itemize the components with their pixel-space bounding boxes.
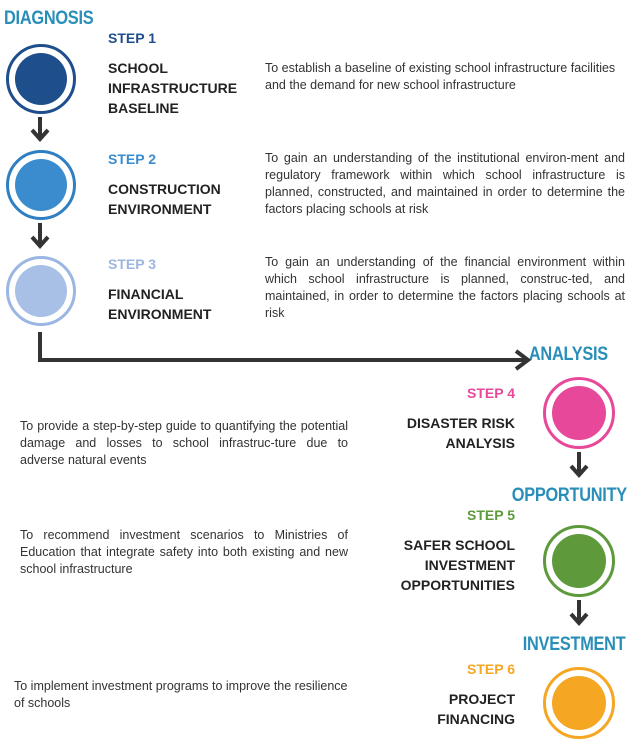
step-6-number: STEP 6	[467, 661, 515, 677]
step-5-circle	[543, 525, 615, 597]
step-2-circle	[6, 150, 76, 220]
step-2-title	[108, 179, 221, 219]
step-5-title	[401, 535, 515, 595]
step-1-circle	[6, 44, 76, 114]
step-4-circle-fill	[552, 386, 606, 440]
step-5-circle-fill	[552, 534, 606, 588]
step-6-title-line: FINANCING	[437, 711, 515, 727]
step-4-title-line: DISASTER RISK	[406, 415, 515, 431]
step-3-title	[108, 284, 211, 324]
step-5-number: STEP 5	[467, 507, 515, 523]
step-6-title-line: PROJECT	[448, 691, 515, 707]
step-1-circle-fill	[15, 53, 67, 105]
step-6-circle-fill	[552, 676, 606, 730]
step-5-description: To recommend investment scenarios to Ministries of Education that integrate safety into both existing and new school infrastructure	[20, 528, 348, 576]
step-4-title	[407, 413, 515, 453]
step-4-title-line: ANALYSIS	[445, 435, 515, 451]
step-2-number: STEP 2	[108, 151, 156, 167]
step-5-title-line: INVESTMENT	[424, 557, 515, 573]
step-6-description: To implement investment programs to improve the resilience of schools	[14, 679, 348, 710]
step-2-circle-fill	[15, 159, 67, 211]
step-3-circle-fill	[15, 265, 67, 317]
step-3-circle	[6, 256, 76, 326]
step-4-number: STEP 4	[467, 385, 515, 401]
arrow-3-analysis-shaft	[40, 332, 526, 360]
phase-investment: INVESTMENT	[522, 634, 625, 655]
step-4-description: To provide a step-by-step guide to quantifying the potential damage and losses to school infrastruc-ture due to adverse natural events	[20, 419, 348, 467]
step-1-title-line: SCHOOL	[108, 60, 168, 76]
step-1-description: To establish a baseline of existing school infrastructure facilities and the demand for new school infrastructure	[265, 61, 616, 92]
step-3-number: STEP 3	[108, 256, 156, 272]
step-3-description: To gain an understanding of the financial environment within which school infrastructure is planned, construc-ted, and maintained, in order to determine the factors placing schools at risk	[265, 255, 625, 320]
step-3-title-line: ENVIRONMENT	[108, 306, 212, 322]
step-6-title	[437, 689, 515, 729]
step-2-title-line: CONSTRUCTION	[108, 181, 221, 197]
phase-analysis: ANALYSIS	[528, 344, 608, 365]
step-4-circle	[543, 377, 615, 449]
step-1-number: STEP 1	[108, 30, 156, 46]
step-6-circle	[543, 667, 615, 739]
step-2-title-line: ENVIRONMENT	[108, 201, 212, 217]
step-1-title-line: BASELINE	[108, 100, 179, 116]
step-1-title-line: INFRASTRUCTURE	[108, 80, 238, 96]
step-5-title-line: OPPORTUNITIES	[400, 577, 515, 593]
step-2-description: To gain an understanding of the institutional environ-ment and regulatory framework within which school infrastructure is planned, constructed, and maintained in order to determine the factors placing schools at risk	[265, 151, 625, 216]
step-1-title	[108, 58, 237, 118]
step-5-title-line: SAFER SCHOOL	[403, 537, 515, 553]
step-3-title-line: FINANCIAL	[108, 286, 184, 302]
phase-diagnosis: DIAGNOSIS	[4, 8, 94, 29]
phase-opportunity: OPPORTUNITY	[511, 485, 627, 506]
